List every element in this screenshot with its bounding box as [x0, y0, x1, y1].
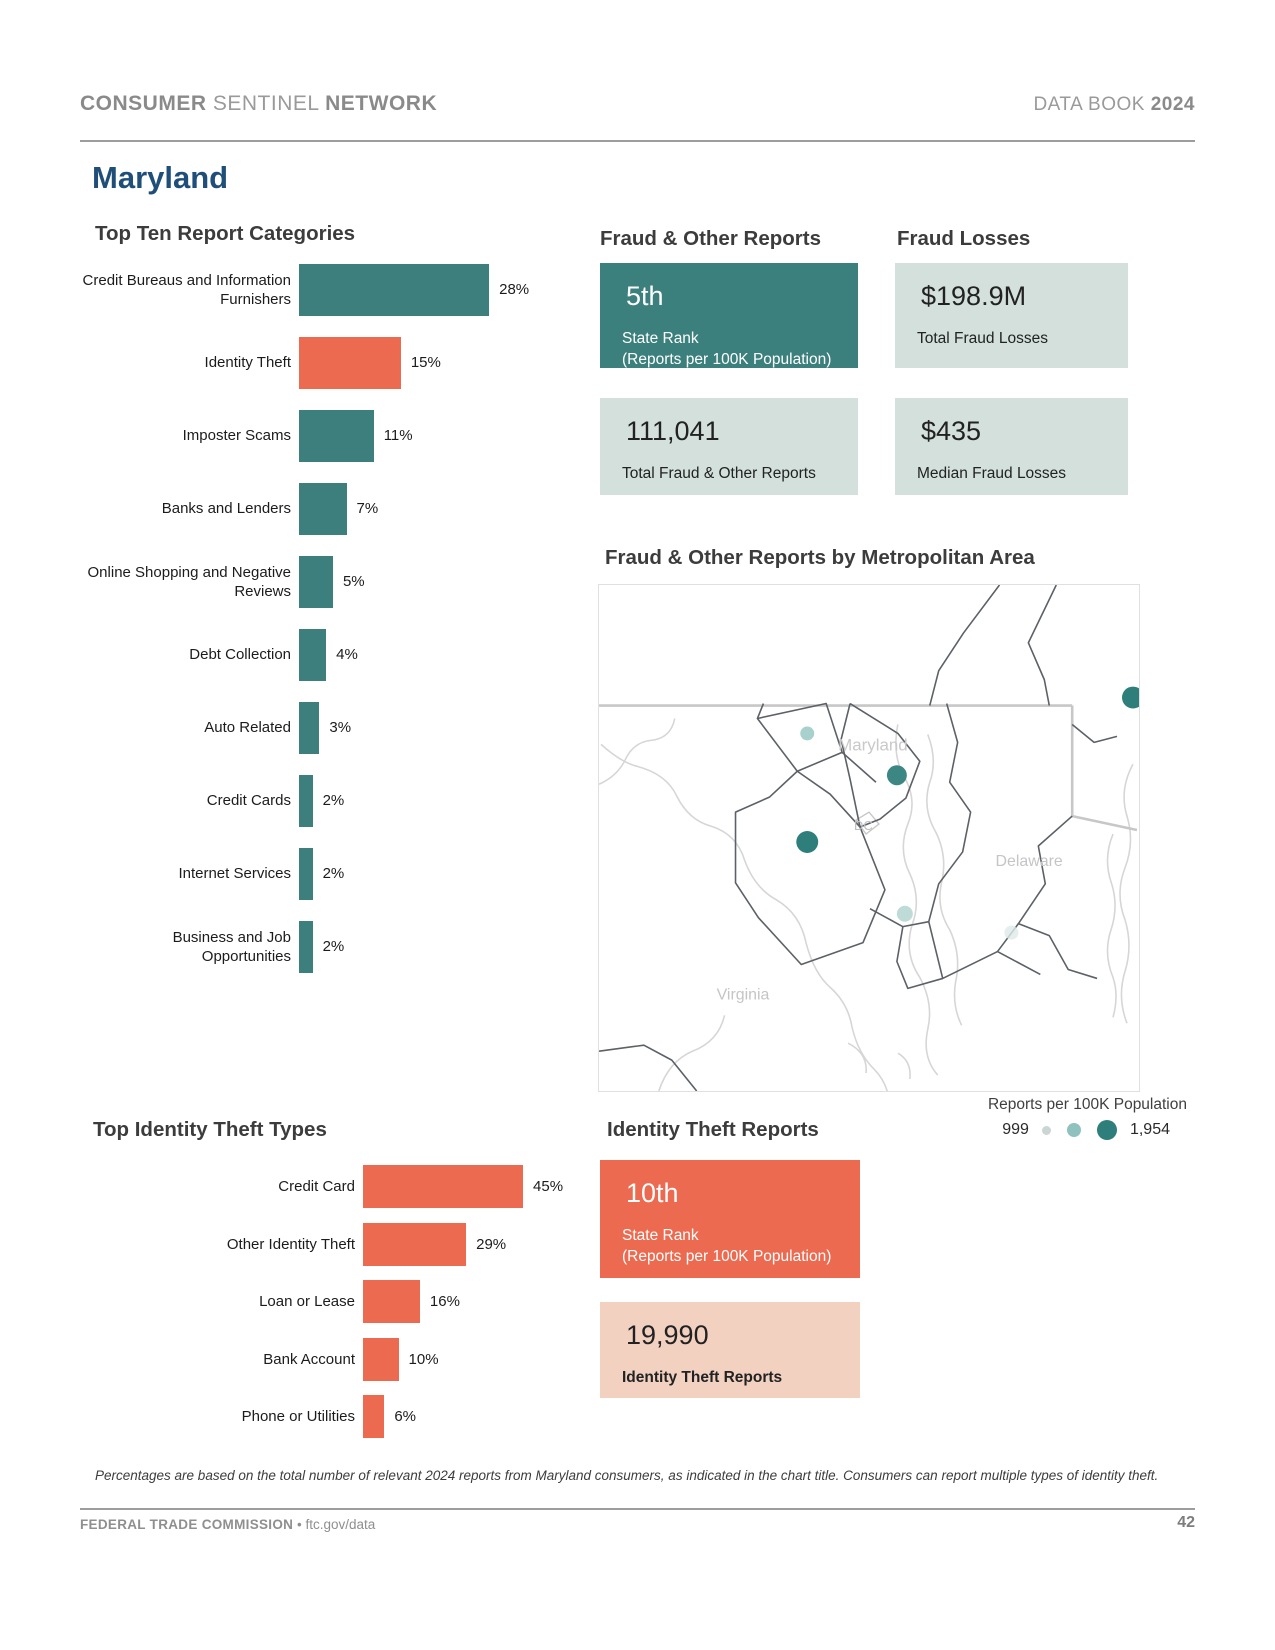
bar-value-label: 11% [383, 427, 413, 444]
header-divider [80, 140, 1195, 142]
bar-value-label: 29% [476, 1235, 507, 1253]
footer-agency: FEDERAL TRADE COMMISSION [80, 1517, 294, 1532]
bar [299, 337, 401, 389]
metro-map [598, 584, 1140, 1092]
bar-category-label: Imposter Scams [182, 427, 291, 444]
databook-label: DATA BOOK [1033, 94, 1145, 115]
brand-header [80, 92, 437, 116]
brand-sentinel: SENTINEL [212, 92, 319, 115]
bar-row [80, 1273, 600, 1331]
legend-max-value: 1,954 [1129, 1121, 1170, 1138]
bar-category-label: Bank Account [263, 1350, 355, 1368]
identity-rank-label: State Rank (Reports per 100K Population) [622, 1227, 832, 1265]
page-title: Maryland [92, 160, 229, 195]
bar [299, 848, 313, 900]
footnote: Percentages are based on the total number of relevant 2024 reports from Maryland consumers, as indicated in the chart title. Consumers can report multiple types of identity theft. [95, 1468, 1159, 1483]
bar [299, 702, 319, 754]
bar-value-label: 4% [336, 646, 358, 663]
bar [363, 1280, 420, 1323]
identity-total-label: Identity Theft Reports [622, 1369, 783, 1386]
bar-row [80, 1388, 600, 1446]
footer-divider [80, 1508, 1195, 1510]
fraud-total-label: Total Fraud & Other Reports [622, 465, 816, 482]
identity-types-chart [80, 1158, 600, 1446]
bar-value-label: 2% [322, 865, 345, 882]
bar-value-label: 2% [322, 792, 345, 809]
metro-map-svg [599, 585, 1139, 1091]
bar-value-label: 3% [329, 719, 352, 736]
bar-value-label: 15% [410, 354, 441, 371]
metro-dot-small-light-nw [800, 726, 814, 740]
bar-row [80, 1158, 600, 1216]
bar-category-label: Credit Cards [206, 792, 291, 809]
legend-min-value: 999 [1002, 1121, 1029, 1138]
identity-types-heading: Top Identity Theft Types [93, 1118, 327, 1141]
bar-row [80, 691, 600, 764]
bar-category-label: Loan or Lease [259, 1293, 355, 1311]
fraud-rank-label: State Rank (Reports per 100K Population) [622, 330, 832, 368]
loss-median-box [895, 398, 1128, 495]
identity-reports-heading: Identity Theft Reports [607, 1118, 819, 1141]
brand-network: NETWORK [325, 92, 438, 115]
bar-value-label: 7% [356, 500, 379, 517]
legend-dot-large [1097, 1120, 1117, 1140]
map-label-virginia: Virginia [716, 986, 770, 1004]
bar [299, 410, 374, 462]
bar-category-label: Debt Collection [189, 646, 291, 663]
map-legend-title: Reports per 100K Population [987, 1096, 1187, 1113]
loss-total-box [895, 263, 1128, 368]
bar-category-label: Banks and Lenders [161, 500, 291, 517]
bar-category-label: Business and Job Opportunities [172, 928, 291, 965]
loss-median-value: $435 [921, 416, 982, 446]
identity-total-value: 19,990 [626, 1320, 709, 1350]
fraud-reports-heading: Fraud & Other Reports [600, 227, 821, 250]
bar-category-label: Online Shopping and Negative Reviews [87, 563, 291, 600]
metro-dot-northeast [1122, 687, 1139, 709]
legend-dot-medium [1067, 1123, 1081, 1137]
bar [299, 264, 489, 316]
bar-category-label: Credit Card [278, 1178, 355, 1196]
bar-category-label: Internet Services [178, 865, 291, 882]
fraud-rank-box [600, 263, 858, 368]
bar-value-label: 16% [429, 1293, 460, 1311]
bar-value-label: 6% [394, 1408, 417, 1426]
bar-value-label: 2% [322, 938, 345, 955]
bar-row [80, 326, 600, 399]
footer-link[interactable]: ftc.gov/data [305, 1517, 376, 1532]
footer-left [80, 1517, 375, 1532]
bar [299, 556, 333, 608]
fraud-rank-value: 5th [626, 281, 664, 311]
identity-total-box [600, 1302, 860, 1398]
brand-consumer: CONSUMER [80, 92, 207, 115]
bar-category-label: Credit Bureaus and Information Furnishers [82, 271, 291, 308]
footer-separator: • [296, 1517, 302, 1532]
metro-dot-faint-east [1004, 926, 1018, 940]
bar [299, 483, 347, 535]
top-categories-heading: Top Ten Report Categories [95, 222, 356, 245]
bar-category-label: Auto Related [204, 719, 291, 736]
bar-category-label: Phone or Utilities [241, 1408, 355, 1426]
loss-median-label: Median Fraud Losses [917, 465, 1067, 482]
map-label-delaware: Delaware [995, 852, 1063, 870]
identity-rank-value: 10th [626, 1178, 679, 1208]
bar-row [80, 253, 600, 326]
metro-boundary-lines [599, 585, 1117, 1091]
legend-dots [1042, 1120, 1117, 1140]
bar [363, 1338, 399, 1381]
map-label-dc: DC [854, 818, 873, 834]
map-legend [1002, 1120, 1170, 1140]
bar [363, 1223, 466, 1266]
bar [299, 775, 313, 827]
bar-row [80, 1216, 600, 1274]
identity-rank-box [600, 1160, 860, 1278]
bar-value-label: 28% [499, 281, 530, 298]
top-categories-chart [80, 253, 600, 983]
fraud-total-box [600, 398, 858, 495]
bar-row [80, 472, 600, 545]
bar [299, 629, 326, 681]
bar-row [80, 618, 600, 691]
bar-row [80, 910, 600, 983]
fraud-losses-heading: Fraud Losses [897, 227, 1031, 250]
bar-row [80, 399, 600, 472]
bar-value-label: 10% [408, 1350, 439, 1368]
bar-value-label: 45% [533, 1178, 564, 1196]
metro-dot-washington [796, 831, 818, 853]
map-heading: Fraud & Other Reports by Metropolitan Area [605, 546, 1035, 569]
fraud-total-value: 111,041 [626, 416, 720, 446]
map-label-maryland: Maryland [838, 735, 908, 755]
metro-dot-lower-shore [897, 906, 913, 922]
bar-value-label: 5% [342, 573, 365, 590]
bar-row [80, 764, 600, 837]
legend-dot-small [1042, 1126, 1051, 1135]
metro-dot-baltimore [887, 765, 907, 785]
databook-year: 2024 [1150, 94, 1195, 115]
page-number: 42 [1177, 1514, 1195, 1531]
loss-total-value: $198.9M [921, 281, 1027, 311]
bar-row [80, 545, 600, 618]
bar-row [80, 1331, 600, 1389]
bar [363, 1165, 523, 1208]
bar-row [80, 837, 600, 910]
databook-header [1033, 94, 1195, 116]
bar-category-label: Other Identity Theft [226, 1235, 355, 1253]
bar [363, 1395, 384, 1438]
bar [299, 921, 313, 973]
bar-category-label: Identity Theft [204, 354, 291, 371]
loss-total-label: Total Fraud Losses [917, 330, 1048, 347]
state-border-lines [599, 706, 1137, 834]
